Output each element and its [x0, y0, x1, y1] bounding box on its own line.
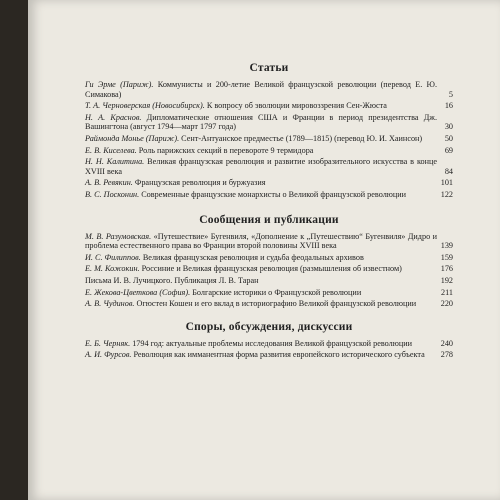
entry-page: 84 — [444, 166, 453, 176]
toc-entry — [85, 190, 453, 200]
toc-entry — [85, 264, 453, 274]
entry-author: Н. Н. Калитина. — [85, 157, 145, 167]
entry-title: Великая французская революция и развитие изобразительного искусства в конце XVIII века — [85, 157, 438, 176]
toc-entry — [85, 253, 453, 263]
entry-page: 211 — [441, 287, 453, 297]
entry-title: Дипломатические отношения США и Франции в период президентства Дж. Вашингтона (август 1794—март 1797 года) — [85, 112, 438, 132]
entry-author: М. В. Разумовская. — [85, 231, 152, 241]
entry-page: 122 — [440, 189, 453, 199]
entry-page: 192 — [440, 275, 453, 285]
toc-entry — [85, 178, 453, 188]
entry-title: Коммунисты и 200-летие Великой французской революции (перевод Е. Ю. Симакова) — [85, 80, 438, 99]
toc-entry — [85, 101, 453, 111]
section-articles — [85, 62, 453, 200]
entry-page: 5 — [448, 89, 453, 99]
toc-entry — [85, 146, 453, 156]
section-title: Сообщения и публикации — [199, 213, 339, 226]
entry-author: Ги Эрме (Париж). — [85, 80, 154, 89]
entry-author: Е. Жекова-Цветкова (София). — [85, 287, 191, 297]
entry-author: Н. А. Краснов. — [85, 112, 142, 122]
entry-title: Французская революция и буржуазия — [134, 178, 266, 188]
entry-author: А. В. Ревякин. — [85, 178, 133, 188]
entry-title: Огюстен Кошен и его вклад в историографию Великой французской революции — [136, 299, 417, 309]
section-debates-discussions — [85, 321, 453, 360]
section-reports-publications — [85, 214, 453, 309]
entry-title: Революция как имманентная форма развития европейского исторического субъекта — [133, 350, 425, 360]
toc-entry — [85, 288, 453, 298]
entry-page: 159 — [440, 252, 453, 262]
entry-author: А. В. Чудинов. — [85, 299, 135, 309]
entry-page: 69 — [444, 145, 453, 155]
entry-page: 101 — [440, 178, 453, 188]
entry-page: 50 — [444, 133, 453, 143]
table-of-contents — [85, 62, 453, 362]
entry-title: Роль парижских секций в перевороте 9 термидора — [138, 145, 314, 155]
entry-list — [85, 232, 453, 309]
book-page — [28, 0, 500, 500]
entry-title: Современные французские монархисты о Великой французской революции — [141, 189, 407, 199]
entry-author: И. С. Филиппов. — [85, 252, 141, 262]
toc-entry — [85, 80, 453, 99]
toc-entry — [85, 232, 453, 251]
toc-entry — [85, 134, 453, 144]
entry-title: «Путешествие» Бугенвиля, «Дополнение к „Путешествию“ Бугенвиля» Дидро и проблема естественного права во Франции второй половины XVIII века — [85, 231, 437, 251]
entry-author: Е. В. Киселева. — [85, 145, 137, 155]
toc-entry — [85, 276, 453, 286]
entry-page: 278 — [440, 350, 453, 360]
entry-page: 220 — [440, 299, 453, 309]
entry-page: 139 — [440, 241, 453, 251]
toc-entry — [85, 299, 453, 309]
entry-page: 30 — [444, 122, 453, 132]
entry-page: 240 — [440, 338, 453, 348]
entry-title: Болгарские историки о Французской революции — [192, 287, 362, 297]
entry-list — [85, 339, 453, 360]
entry-author: В. С. Посконин. — [85, 189, 140, 199]
entry-page: 176 — [440, 264, 453, 274]
entry-list — [85, 80, 453, 200]
entry-author: Раймонда Монье (Париж). — [85, 133, 180, 143]
toc-entry — [85, 339, 453, 349]
entry-author: Т. А. Черноверская (Новосибирск). — [85, 101, 205, 111]
entry-title: 1794 год: актуальные проблемы исследования Великой французской революции — [132, 338, 412, 348]
entry-title: К вопросу об эволюции мировоззрения Сен-Жюста — [206, 101, 387, 111]
toc-entry — [85, 157, 453, 176]
entry-title: Россиние и Великая французская революция (размышления об известном) — [141, 264, 402, 274]
entry-author: А. И. Фурсов. — [85, 350, 132, 360]
toc-entry — [85, 113, 453, 132]
entry-author: Е. Б. Черняк. — [85, 338, 131, 348]
entry-title: Сент-Антуанское предместье (1789—1815) (перевод Ю. И. Хаинсон) — [181, 133, 423, 143]
entry-title: Великая французская революция и судьба феодальных архивов — [142, 252, 364, 262]
entry-title: Письма И. В. Лучицкого. Публикация Л. В. Таран — [85, 275, 259, 285]
entry-author: Е. М. Кожокин. — [85, 264, 140, 274]
section-title: Статьи — [249, 62, 289, 74]
entry-page: 16 — [444, 101, 453, 111]
toc-entry — [85, 350, 453, 360]
section-title: Споры, обсуждения, дискуссии — [185, 320, 353, 333]
